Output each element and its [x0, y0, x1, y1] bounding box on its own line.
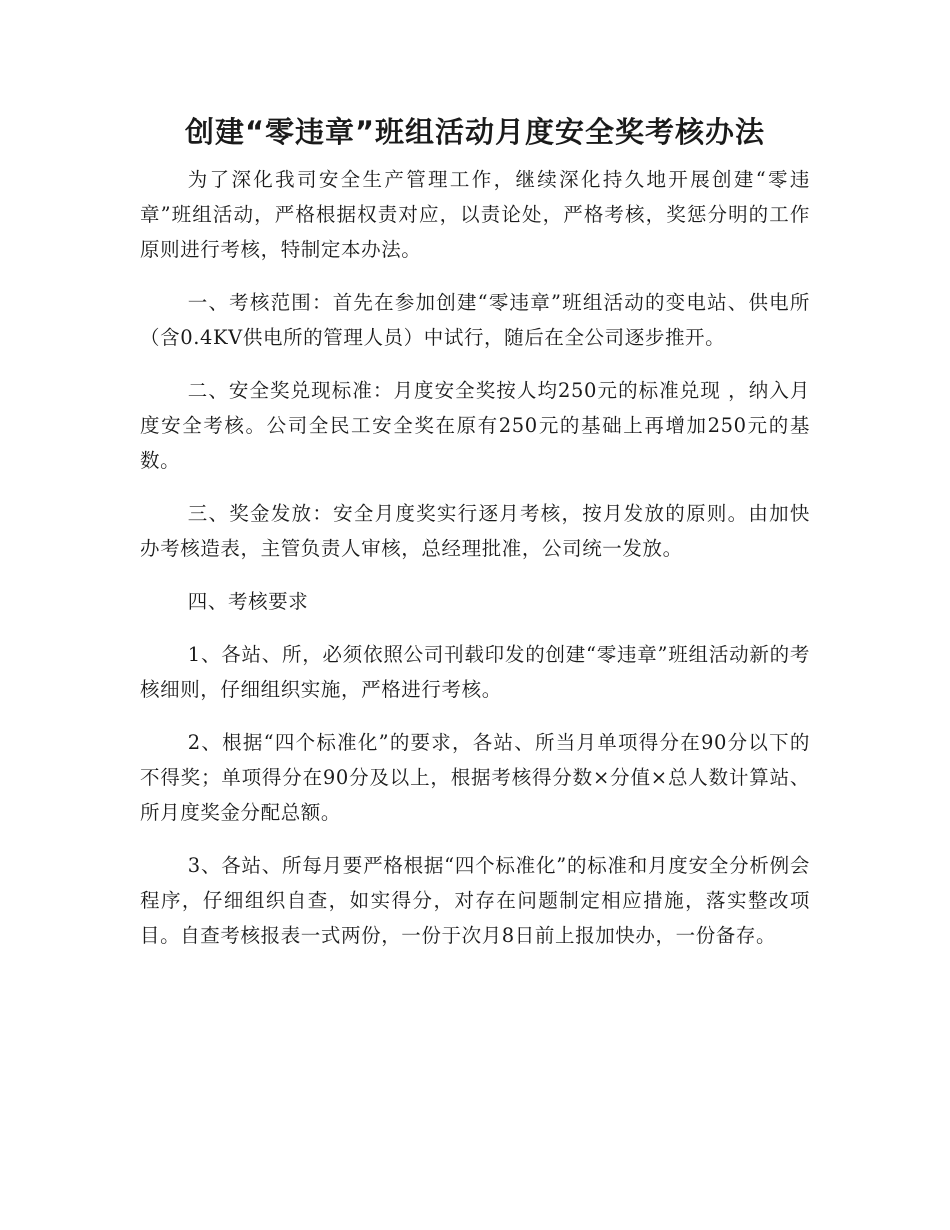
requirement-item-1: 1、各站、所，必须依照公司刊载印发的创建“零违章”班组活动新的考核细则，仔细组织实施，严格进行考核。 [140, 643, 810, 701]
section-payout-paragraph: 三、奖金发放：安全月度奖实行逐月考核，按月发放的原则。由加快办考核造表，主管负责人审核，总经理批准，公司统一发放。 [140, 502, 810, 560]
section-scope-paragraph: 一、考核范围：首先在参加创建“零违章”班组活动的变电站、供电所（含0.4KV供电所的管理人员）中试行，随后在全公司逐步推开。 [140, 291, 810, 349]
section-requirements-heading: 四、考核要求 [187, 590, 309, 613]
document-title: 创建“零违章”班组活动月度安全奖考核办法 [184, 115, 766, 149]
requirement-item-3: 3、各站、所每月要严格根据“四个标准化”的标准和月度安全分析例会程序，仔细组织自查，如实得分，对存在问题制定相应措施，落实整改项目。自查考核报表一式两份，一份于次月8日前上报加快办，一份备存。 [140, 854, 810, 947]
document-page [140, 108, 810, 971]
requirement-item-2: 2、根据“四个标准化”的要求，各站、所当月单项得分在90分以下的不得奖；单项得分在90分及以上，根据考核得分数×分值×总人数计算站、所月度奖金分配总额。 [140, 731, 810, 824]
intro-paragraph: 为了深化我司安全生产管理工作，继续深化持久地开展创建“零违章”班组活动，严格根据权责对应，以责论处，严格考核，奖惩分明的工作原则进行考核，特制定本办法。 [140, 168, 810, 261]
section-standard-paragraph: 二、安全奖兑现标准：月度安全奖按人均250元的标准兑现 ，纳入月度安全考核。公司全民工安全奖在原有250元的基础上再增加250元的基数。 [140, 379, 810, 472]
